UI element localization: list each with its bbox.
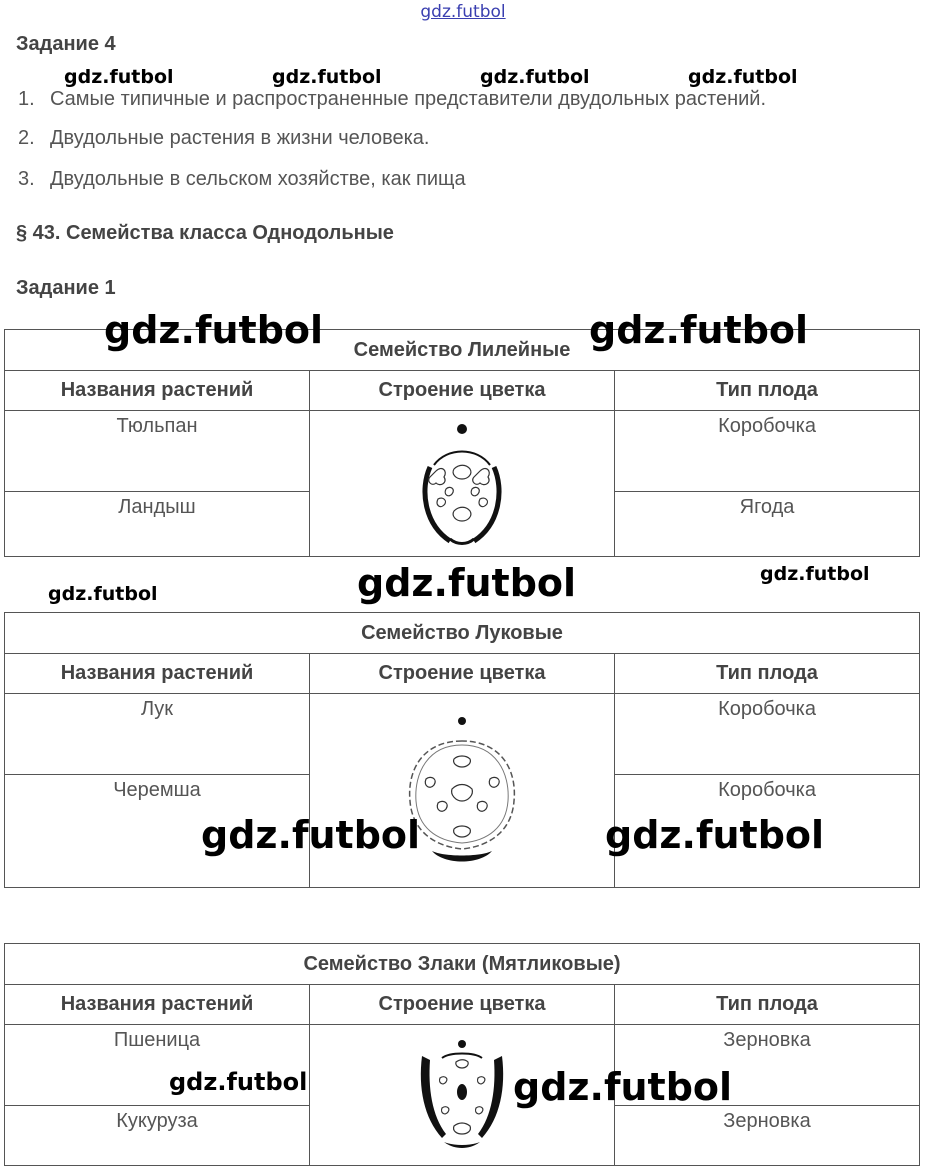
- flower-diagram-cell: [310, 694, 615, 888]
- col-header-flower: Строение цветка: [310, 654, 615, 694]
- watermark: gdz.futbol: [169, 1068, 308, 1096]
- watermark: gdz.futbol: [357, 561, 577, 605]
- col-header-flower: Строение цветка: [310, 985, 615, 1025]
- family-title: Семейство Луковые: [5, 613, 920, 654]
- task4-item-1: [18, 88, 766, 111]
- flower-diagram-icon: [402, 419, 522, 549]
- plant-name-cell: Ландыш: [5, 492, 310, 557]
- item-number: 1.: [18, 88, 35, 110]
- family-table-poaceae: [4, 943, 920, 1166]
- plant-name-cell: Пшеница: [5, 1025, 310, 1106]
- item-text: Двудольные в сельском хозяйстве, как пища: [50, 168, 466, 190]
- task4-heading: Задание 4: [16, 33, 116, 55]
- item-text: Самые типичные и распространенные представители двудольных растений.: [50, 88, 767, 110]
- col-header-names: Названия растений: [5, 371, 310, 411]
- watermark: gdz.futbol: [201, 813, 421, 857]
- family-table-liliaceae: [4, 329, 920, 557]
- fruit-type-cell: Коробочка: [615, 411, 920, 492]
- fruit-type-cell: Коробочка: [615, 694, 920, 775]
- plant-name-cell: Тюльпан: [5, 411, 310, 492]
- fruit-type-cell: Зерновка: [615, 1025, 920, 1106]
- flower-diagram-cell: [310, 411, 615, 557]
- table-row: [5, 694, 920, 775]
- fruit-type-cell: Зерновка: [615, 1106, 920, 1166]
- watermark: gdz.futbol: [760, 563, 870, 585]
- watermark: gdz.futbol: [64, 66, 174, 88]
- task4-item-3: [18, 168, 466, 191]
- item-number: 2.: [18, 127, 35, 149]
- flower-diagram-icon: [412, 1038, 512, 1153]
- watermark: gdz.futbol: [589, 308, 809, 352]
- table-row: [5, 411, 920, 492]
- section-title: § 43. Семейства класса Однодольные: [16, 222, 394, 244]
- plant-name-cell: Лук: [5, 694, 310, 775]
- watermark: gdz.futbol: [272, 66, 382, 88]
- watermark: gdz.futbol: [688, 66, 798, 88]
- item-text: Двудольные растения в жизни человека.: [50, 127, 430, 149]
- family-title: Семейство Лилейные: [5, 330, 920, 371]
- col-header-fruit: Тип плода: [615, 985, 920, 1025]
- watermark: gdz.futbol: [48, 583, 158, 605]
- watermark: gdz.futbol: [513, 1065, 733, 1109]
- task4-item-2: [18, 127, 429, 150]
- plant-name-cell: Кукуруза: [5, 1106, 310, 1166]
- task1-heading: Задание 1: [16, 277, 116, 299]
- item-number: 3.: [18, 168, 35, 190]
- col-header-fruit: Тип плода: [615, 654, 920, 694]
- table-row: [5, 1025, 920, 1106]
- fruit-type-cell: Ягода: [615, 492, 920, 557]
- family-title: Семейство Злаки (Мятликовые): [5, 944, 920, 985]
- col-header-names: Названия растений: [5, 654, 310, 694]
- top-site-link[interactable]: gdz.futbol: [420, 2, 506, 22]
- watermark: gdz.futbol: [605, 813, 825, 857]
- watermark: gdz.futbol: [104, 308, 324, 352]
- watermark: gdz.futbol: [480, 66, 590, 88]
- col-header-flower: Строение цветка: [310, 371, 615, 411]
- plant-name-cell: Черемша: [5, 775, 310, 888]
- col-header-fruit: Тип плода: [615, 371, 920, 411]
- fruit-type-cell: Коробочка: [615, 775, 920, 888]
- col-header-names: Названия растений: [5, 985, 310, 1025]
